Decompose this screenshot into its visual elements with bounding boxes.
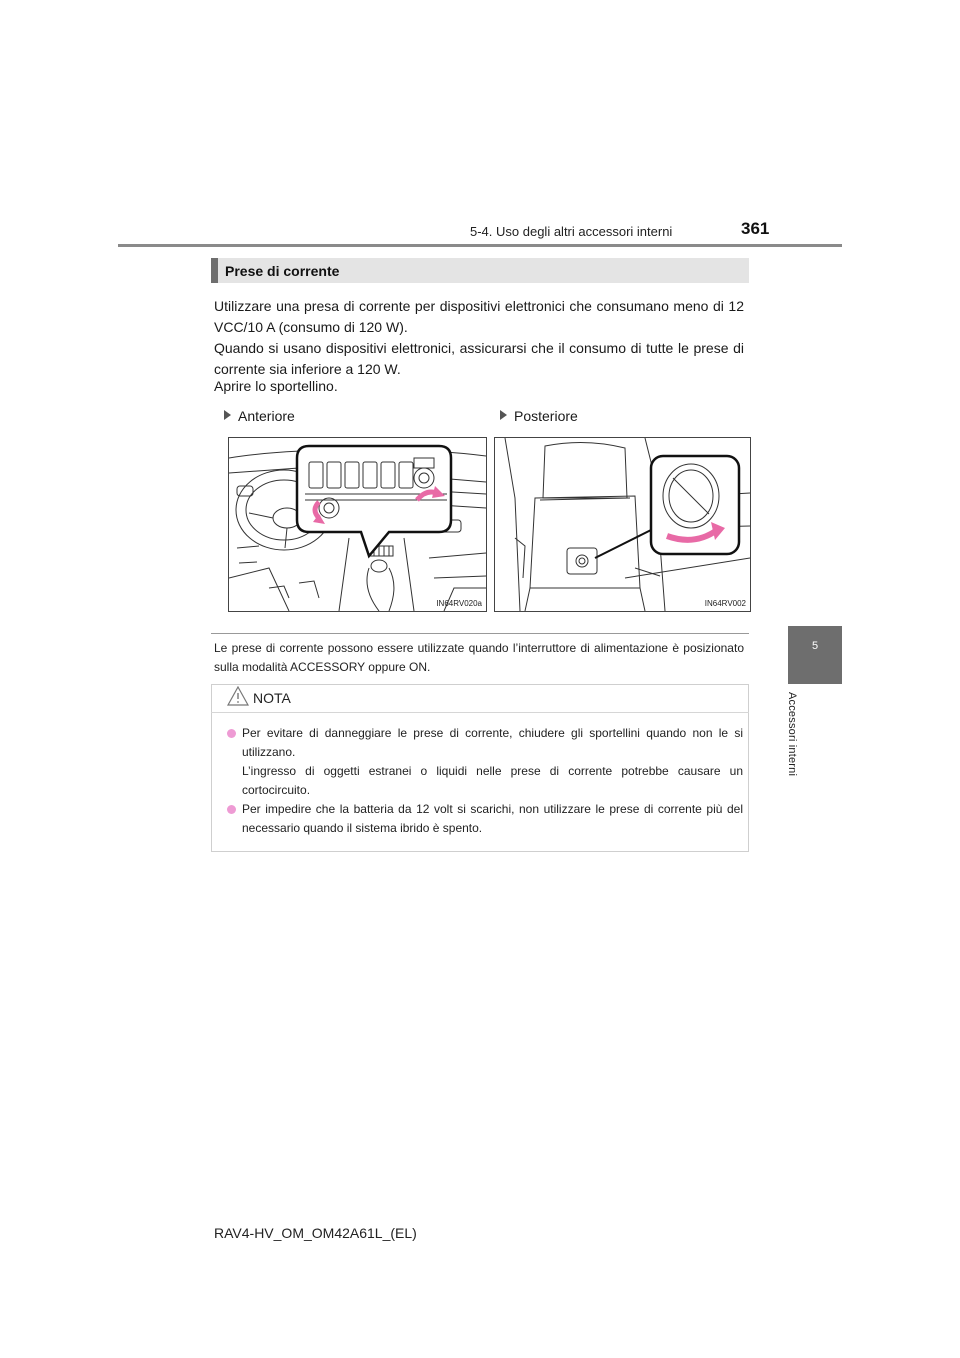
section-title: Prese di corrente xyxy=(225,263,340,279)
chapter-tab-number: 5 xyxy=(811,640,819,652)
figure-rear-power-outlet xyxy=(494,437,751,612)
figure-front-power-outlet xyxy=(228,437,487,612)
body-paragraph-2: Quando si usano dispositivi elettronici, assicurarsi che il consumo di tutte le prese di corrente sia inferiore a 120 W. xyxy=(214,340,744,377)
info-note-rule xyxy=(211,633,749,634)
section-title-accent xyxy=(211,258,218,283)
body-paragraph-3: Aprire lo sportellino. xyxy=(214,378,338,394)
figure-front-code: IN64RV020a xyxy=(436,599,482,608)
rear-console-illustration xyxy=(495,438,750,611)
warning-icon xyxy=(227,686,249,711)
header-section-ref: 5-4. Uso degli altri accessori interni xyxy=(470,224,673,239)
nota-item-2-line-1: Per impedire che la batteria da 12 volt si scarichi, non utilizzare le prese di corrente più del necessario quando il sistema ibrido è spento. xyxy=(242,802,743,835)
front-dashboard-illustration xyxy=(229,438,486,611)
triangle-bullet-icon xyxy=(224,410,231,420)
footer-model-code: RAV4-HV_OM_OM42A61L_(EL) xyxy=(214,1225,417,1241)
body-paragraph-1: Utilizzare una presa di corrente per dispositivi elettronici che consumano meno di 12 VCC/10 A (consumo di 120 W). xyxy=(214,298,744,335)
figure-label-rear xyxy=(500,408,578,424)
nota-header-rule xyxy=(211,712,749,713)
bullet-dot-icon xyxy=(227,805,236,814)
bullet-dot-icon xyxy=(227,729,236,738)
figure-label-front xyxy=(224,408,295,424)
info-note: Le prese di corrente possono essere utilizzate quando l’interruttore di alimentazione è posizionato sulla modalità ACCESSORY oppure ON. xyxy=(214,641,744,674)
chapter-tab xyxy=(788,626,842,684)
figure-label-front-text: Anteriore xyxy=(238,408,295,424)
figure-label-rear-text: Posteriore xyxy=(514,408,578,424)
page-number: 361 xyxy=(741,219,770,238)
nota-item-1-line-1: Per evitare di danneggiare le prese di corrente, chiudere gli sportellini quando non le si utilizzano. xyxy=(242,726,743,759)
chapter-tab-label: Accessori interni xyxy=(786,692,798,777)
nota-label: NOTA xyxy=(253,690,291,706)
header-rule xyxy=(118,244,842,247)
nota-item-2 xyxy=(227,800,743,838)
nota-item-1-line-2: L’ingresso di oggetti estranei o liquidi nelle prese di corrente potrebbe causare un cortocircuito. xyxy=(242,764,743,797)
triangle-bullet-icon xyxy=(500,410,507,420)
nota-item-1 xyxy=(227,724,743,800)
figure-rear-code: IN64RV002 xyxy=(704,599,746,608)
